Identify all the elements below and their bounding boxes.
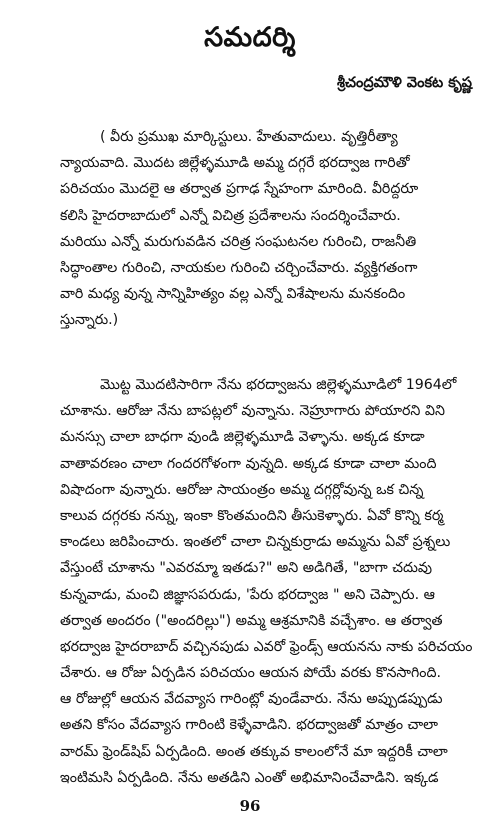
text-line: సిద్ధాంతాల గురించి, నాయకుల గురించి చర్చించేవారు. వ్యక్తిగతంగా: [60, 259, 418, 276]
text-line: కున్నవాడు, మంచి జిజ్ఞాసపరుడు, 'పేరు భరద్వాజ " అని చెప్పారు. ఆ: [60, 586, 435, 603]
page-title: సమదర్శి: [204, 22, 296, 53]
text-line: న్యాయవాది. మొదట జిల్లేళ్ళమూడి అమ్మ దగ్గరే భరద్వాజ గారితో: [60, 155, 410, 172]
text-line: కలిసి హైదరాబాదులో ఎన్నో విచిత్ర ప్రదేశాలను సందర్శించేవారు.: [60, 207, 401, 224]
intro-paragraph: [60, 124, 480, 334]
text-line: చూశాను. ఆరోజు నేను బాపట్లలో వున్నాను. నెహ్రూగారు పోయారని విని: [60, 403, 445, 420]
text-line: మరియు ఎన్నో మరుగువడిన చరిత్ర సంఘటనల గురించి, రాజనీతి: [60, 233, 417, 250]
text-line: విషాదంగా వున్నారు. ఆరోజు సాయంత్రం అమ్మ దగ్గర్లోవున్న ఒక చిన్న: [60, 481, 424, 498]
text-line: వేస్తుంటే చూశాను "ఎవరమ్మా ఇతడు?" అని అడిగితే, "బాగా చదువు: [60, 560, 433, 577]
page-number: 96: [239, 797, 261, 815]
text-line: మొట్ట మొదటిసారిగా నేను భరద్వాజను జిల్లెళ్ళమూడిలో 1964లో: [100, 377, 457, 393]
text-line: అతని కోసం వేదవ్యాస గారింటి కెళ్ళేవాడిని. భరద్వాజతో మాత్రం చాలా: [60, 717, 439, 734]
author-name: శ్రీచంద్రమౌళి వెంకట కృష్ణ: [337, 75, 472, 91]
text-line: ఇంటిమసి ఏర్పడింది. నేను అతడిని ఎంతో అభిమానించేవాడిని. ఇక్కడ: [60, 769, 439, 786]
text-line: కాండలు జరిపించారు. ఇంతలో చాలా చిన్నకుర్రాడు అమ్మను ఏవో ప్రశ్నలు: [60, 534, 451, 551]
text-line: వాతావరణం చాలా గందరగోళంగా వున్నది. అక్కడ కూడా చాలా మంది: [60, 455, 437, 472]
text-line: చేశారు. ఆ రోజు ఏర్పడిన పరిచయం ఆయన పోయే వరకు కొనసాగింది.: [60, 665, 442, 682]
text-line: పరిచయం మొదలై ఆ తర్వాత ప్రగాఢ స్నేహంగా మారింది. వీరిద్దరూ: [60, 181, 419, 198]
text-line: భరద్వాజ హైదరాబాద్ వచ్చినపుడు ఎవరో ఫ్రెండ్స్ ఆయనను నాకు పరిచయం: [60, 638, 473, 655]
text-line: స్తున్నారు.): [60, 312, 119, 329]
text-line: వారమ్ ఫ్రెండ్‌షిప్ ఏర్పడింది. అంత తక్కువ కాలంలోనే మా ఇద్దరికీ చాలా: [60, 743, 448, 760]
text-line: మనస్సు చాలా బాధగా వుండి జిల్లెళ్ళమూడి వెళ్ళాను. అక్కడ కూడా: [60, 429, 425, 446]
text-line: కాలువ దగ్గరకు నన్ను, ఇంకా కొంతమందిని తీసుకెళ్ళారు. ఏవో కొన్ని కర్మ: [60, 507, 444, 524]
text-line: వారి మధ్య వున్న సాన్నిహిత్యం వల్ల ఎన్నో విశేషాలను మనకందిం: [60, 286, 406, 303]
text-line: ఆ రోజుల్లో ఆయన వేదవ్యాస గారింట్లో వుండేవారు. నేను అప్పుడప్పుడు: [60, 691, 443, 708]
text-line: తర్వాత అందరం ("అందరిల్లు") అమ్మ ఆశ్రమానికి వచ్చేశాం. ఆ తర్వాత: [60, 612, 443, 629]
text-line: ( వీరు ప్రముఖ మార్కిస్టులు. హేతువాదులు. వృత్తిరీత్యా: [100, 129, 398, 145]
body-paragraph: [60, 372, 480, 791]
